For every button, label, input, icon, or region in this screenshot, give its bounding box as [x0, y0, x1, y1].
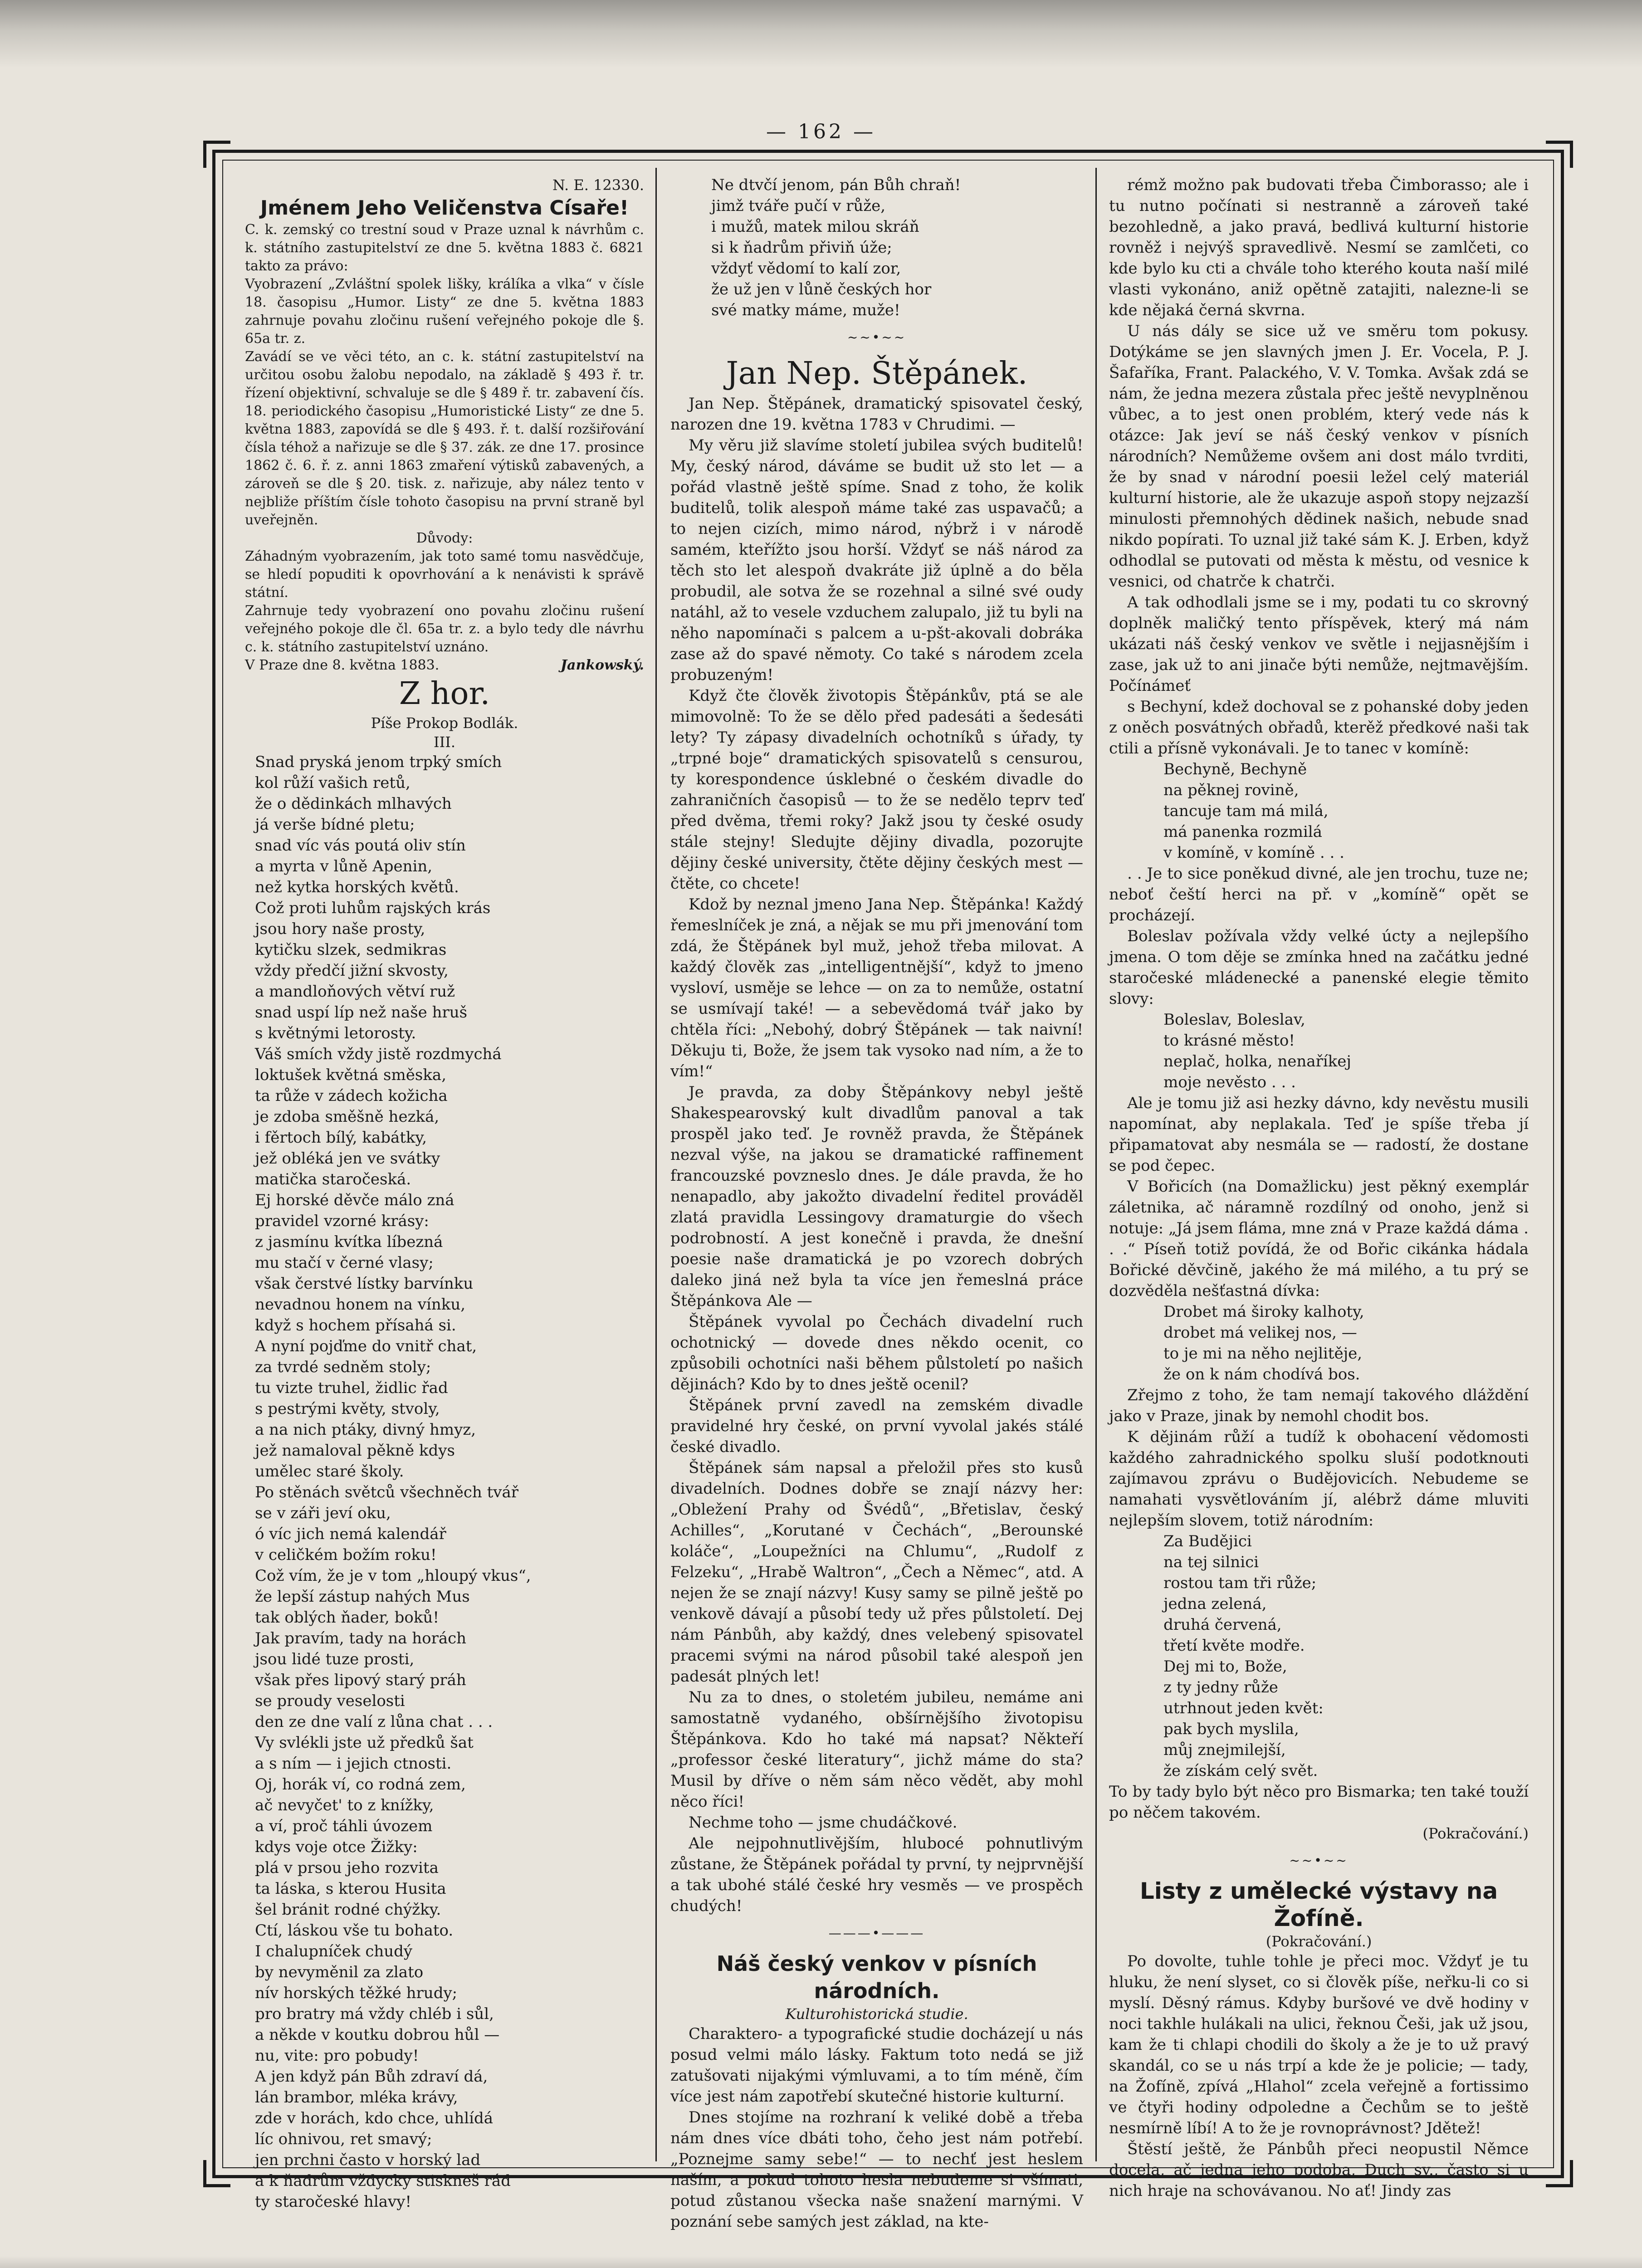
verse-line: zde v horách, kdo chce, uhlídá — [255, 2109, 494, 2127]
verse-line: Což vím, že je v tom „hloupý vkus“, — [255, 1567, 531, 1585]
section-subtitle: Kulturohistorická studie. — [785, 2005, 968, 2023]
decree-paragraph: Vyobrazení „Zvláštní spolek lišky, králíka a vlka“ v čísle 18. časopisu „Humor. Listy“ ze dne 5. května 1883 zahrnuje povahu zločinu rušení veřejného pokoje dle §. 65a tr. z. — [245, 276, 644, 347]
verse-line: Snad pryská jenom trpký smích — [255, 753, 502, 771]
verse-line: že on k nám chodívá bos. — [1163, 1365, 1360, 1383]
verse-line: Oj, horák ví, co rodná zem, — [255, 1775, 466, 1794]
verse-line: Boleslav, Boleslav, — [1163, 1011, 1305, 1029]
verse-line: a někde v koutku dobrou hůl — — [255, 2026, 500, 2044]
paragraph: Štěpánek vyvolal po Čechách divadelní ruch ochotnický — dovede dnes někdo ocenit, co způsobili ochotníci naši během půlstoletí po našich dějinách? Kdo by to dnes ještě ocenil? — [670, 1313, 1083, 1393]
verse-line: jen prchni často v horský lad — [255, 2151, 481, 2169]
verse-line: Ej horské děvče málo zná — [255, 1191, 454, 1209]
listy-continued: (Pokračování.) — [1266, 1933, 1372, 1950]
decree-signatory: Jankowský. — [560, 657, 644, 673]
verse-line: Po stěnách světců všechněch tvář — [255, 1483, 518, 1501]
verse-line: Bechyně, Bechyně — [1163, 760, 1307, 778]
scan-bottom-edge — [0, 2256, 1642, 2268]
paragraph: Charaktero- a typografické studie docházejí u nás posud velmi málo lásky. Faktum toto nedá se již zatušovati nijakými výmluvami, a to tím méně, čím více jest nám zapotřebí skutečné historie kulturní. — [670, 2025, 1083, 2106]
verse-line: Ne dtvčí jenom, pán Bůh chraň! — [711, 176, 961, 194]
paragraph: Kdož by neznal jmeno Jana Nep. Štěpánka! Každý řemeslníček je zná, a nějak se mu při jmenování tom zdá, že Štěpánek byl muž, jehož třeba milovat. A každý člověk zas „intelligentnější“, když to jmeno vysloví, usměje se lehce — on za to nemůže, ostatní se usmívají také! — a sebevědomá tvář jako by chtěla říci: „Nebohý, dobrý Štěpánek — tak naivní! Děkuju ti, Bože, že jsem tak vysoko nad ním, a že to vím!“ — [670, 895, 1083, 1080]
section-title: Náš český venkov v písních národních. — [716, 1951, 1037, 2003]
verse-line: Ctí, láskou vše tu bohato. — [255, 1921, 454, 1940]
paragraph: Boleslav požívala vždy velké úcty a nejlepšího jmena. O tom děje se zmínka hned na začátku jedné staročeské mládenecké a panenské elegie těmito slovy: — [1109, 927, 1529, 1008]
frame-corner-ornament — [1546, 141, 1573, 168]
frame-corner-ornament — [1546, 2160, 1573, 2187]
verse-line: ta láska, s kterou Husita — [255, 1880, 446, 1898]
verse-line: jsou hory naše prosty, — [255, 920, 425, 938]
verse-line: moje nevěsto . . . — [1163, 1073, 1296, 1091]
continued-note: (Pokračování.) — [1422, 1825, 1529, 1842]
verse-line: já verše bídné pletu; — [255, 816, 415, 834]
paragraph: K dějinám růží a tudíž k obohacení vědomosti každého zahradnického spolku sluší podotknouti zajímavou zprávu o Budějovicích. Nebudeme se namahati vysvětlováním jí, alébrž dáme mluviti nejlepším slovem, totiž národním: — [1109, 1428, 1529, 1530]
frame-corner-ornament — [203, 141, 230, 168]
verse-line: v celičkém božím roku! — [255, 1546, 437, 1564]
verse-line: Jak pravím, tady na horách — [255, 1629, 467, 1647]
poem-author: Píše Prokop Bodlák. — [371, 714, 518, 732]
decree-paragraph: Zahrnuje tedy vyobrazení ono povahu zločinu rušení veřejného pokoje dle čl. 65a tr. z. a bylo tedy dle návrhu c. k. státního zastupitelství uznáno. — [245, 603, 644, 655]
listy-title: Listy z umělecké výstavy na Žofíně. — [1139, 1878, 1498, 1931]
verse-line: nevadnou honem na vínku, — [255, 1295, 466, 1314]
verse-line: drobet má velikej nos, — — [1163, 1324, 1357, 1342]
paragraph: Štěpánek první zavedl na zemském divadle pravidelné hry české, on první vyvolal jakés stálé české divadlo. — [670, 1396, 1083, 1456]
paragraph: Nechme toho — jsme chudáčkové. — [689, 1813, 958, 1832]
verse-line: z ty jedny růže — [1163, 1678, 1278, 1696]
court-decree — [245, 175, 644, 675]
verse-line: I chalupníček chudý — [255, 1942, 413, 1960]
verse-line: neplač, holka, nenaříkej — [1163, 1052, 1351, 1070]
verse-line: A nyní pojďme do vnitř chat, — [255, 1337, 477, 1355]
decree-paragraph: Zavádí se ve věci této, an c. k. státní zastupitelství na určitou osobu žalobu nepodalo, na základě § 493 ř. tr. řízení objektivní, schvaluje se dle § 489 ř. tr. zabavení čís. 18. periodického časopisu „Humoristické Listy“ ze dne 5. května 1883, zapovídá se dle § 493. ř. t. další rozšiřování čísla téhož a nařizuje se dle § 37. zák. ze dne 17. prosince 1862 č. 6. ř. z. anni 1863 zmaření výtisků zabavených, a zároveň se dle § 20. tisk. z. nařizuje, aby nález tento v nejbliže příštím čísle tohoto časopisu na první straně byl uveřejněn. — [245, 349, 644, 528]
section-closing: To by tady bylo být něco pro Bismarka; ten také touží po něčem takovém. — [1109, 1783, 1529, 1822]
paragraph: rémž možno pak budovati třeba Čimborasso; ale i tu nutno počínati si nestranně a zároveň také bezohledně, a jako pravá, bedlivá kulturní historie rovněž i nejvýš spravedlivě. Nesmí se zamlčeti, co kde bylo ku cti a chvále toho kterého kouta naší milé vlasti vykonáno, aniž opětně zatajiti, nalezne-li se kde nějaká černá skvrna. — [1109, 176, 1529, 319]
verse-line: je zdoba směšně hezká, — [255, 1108, 440, 1126]
verse-line: Což proti luhům rajských krás — [255, 899, 491, 917]
verse-line: Váš smích vždy jistě rozdmychá — [255, 1045, 502, 1063]
verse-line: a ví, proč táhli úvozem — [255, 1817, 433, 1835]
paragraph: . . Je to sice poněkud divné, ale jen trochu, tuze ne; neboť čeští herci na př. v „komíně“ opět se procházejí. — [1109, 865, 1529, 924]
verse-line: to krásné město! — [1163, 1031, 1295, 1050]
verse-line: můj znejmilejší, — [1163, 1741, 1286, 1759]
verse-line: mu stačí v černé vlasy; — [255, 1254, 434, 1272]
verse-line: se proudy veselosti — [255, 1692, 405, 1710]
decree-title: Jménem Jeho Veličenstva Císaře! — [260, 196, 629, 220]
verse-line: ta růže v zádech kožicha — [255, 1087, 448, 1105]
verse-line: než kytka horských květů. — [255, 878, 459, 896]
verse-line: matička staročeská. — [255, 1170, 411, 1188]
verse-line: však čerstvé lístky barvínku — [255, 1275, 474, 1293]
verse-line: jedna zelená, — [1163, 1595, 1267, 1613]
verse-line: líc ohnivou, ret smavý; — [255, 2130, 432, 2148]
verse-line: v komíně, v komíně . . . — [1163, 844, 1344, 862]
column-3 — [1109, 175, 1529, 2200]
decree-paragraph: Záhadným vyobrazením, jak toto samé tomu nasvědčuje, se hledí popuditi k opovrhování a k nenávisti k správě státní. — [245, 548, 644, 601]
verse-line: i mužů, matek milou skráň — [711, 218, 919, 236]
section-continuation — [1109, 175, 1529, 759]
paragraph: Ale nejpohnutlivějším, hlubocé pohnutlivým zůstane, že Štěpánek pořádal ty první, ty nejprvnější a tak ubohé stálé české hry vesměs — ve prospěch chudých! — [670, 1834, 1083, 1915]
verse-line: že o dědinkách mlhavých — [255, 795, 452, 813]
verse-line: tancuje tam má milá, — [1163, 802, 1329, 820]
section-continuation — [1109, 863, 1529, 1009]
verse-line: že lepší zástup nahých Mus — [255, 1588, 470, 1606]
paragraph: Zřejmo z toho, že tam nemají takového dláždění jako v Praze, jinak by nemohl chodit bos. — [1109, 1386, 1529, 1425]
frame-corner-ornament — [203, 2160, 230, 2187]
verse-line: snad uspí líp než naše hruš — [255, 1003, 468, 1022]
verse-line: den ze dne valí z lůna chat . . . — [255, 1713, 493, 1731]
verse-line: loktušek květná směska, — [255, 1066, 446, 1084]
verse-line: ó víc jich nemá kalendář — [255, 1525, 446, 1543]
verse-line: si k ňadrům přiviň úže; — [711, 239, 892, 257]
decree-paragraph: C. k. zemský co trestní soud v Praze uznal k návrhům c. k. státního zastupitelství ze dne 5. května 1883 č. 6821 takto za právo: — [245, 222, 644, 274]
verse-line: a k ňadrům vždycky stiskneš rád — [255, 2172, 511, 2190]
paragraph: Ale je tomu již asi hezky dávno, kdy nevěstu musili napomínat, aby neplakala. Teď je spíše třeba jí připamatovat aby nesmála se — radostí, že dostane se pod čepec. — [1109, 1094, 1529, 1175]
paragraph: Když čte člověk životopis Štěpánkův, ptá se ale mimovolně: To že se dělo před padesáti a šedesáti lety? Ty zápasy divadelních ochotníků s úřady, ty „trpné boje“ dramatických spisovatelů s censurou, ty korespondence úsklebné o českém divadle do zahraničních časopisů — to že se nedělo teprv teď před dvěma, třemi roky? Jakž jsou ty české osudy stále stejny! Sledujte dějiny divadla, pozorujte dějiny české university, čtěte dějiny českých mest — čtěte, co chcete! — [670, 687, 1083, 893]
section-body — [670, 2024, 1083, 2232]
verse-line: a myrta v lůně Apenin, — [255, 857, 433, 875]
section-continuation — [1109, 1385, 1529, 1531]
decree-reasons-heading: Důvody: — [416, 530, 473, 546]
verse-line: že získám celý svět. — [1163, 1762, 1318, 1780]
decree-date: V Praze dne 8. května 1883. — [245, 657, 440, 673]
ornament-divider: ~~•~~ — [847, 330, 907, 345]
verse-line: kdys voje otce Žižky: — [255, 1838, 418, 1856]
verse-line: za tvrdé sedněm stoly; — [255, 1358, 431, 1376]
verse-line: to je mi na něho nejlitěje, — [1163, 1344, 1363, 1363]
verse-line: se v záři jeví oku, — [255, 1504, 391, 1522]
verse-line: i fěrtoch bílý, kabátky, — [255, 1129, 427, 1147]
decree-reference: N. E. 12330. — [552, 176, 644, 194]
paragraph: My věru již slavíme století jubilea svých buditelů! My, český národ, dáváme se budit už sto let — a pořád vlastně ještě spíme. Snad z toho, že kolik buditelů, tolik alespoň máme také zas uspavačů; a to nejen cizích, mimo národ, nýbrž i v národě samém, kteřížto jsou horší. Vždyť se náš národ za těch sto let alespoň dvakráte již úplně a do běla probudil, ale sotva že se rozehnal a silné své oudy natáhl, až to vesele vzduchem zalupalo, již tu byli na něho napomínači s palcem a u-pšt-akovali dobráka zase až do spavé němoty. Co také s národem zcela probuzeným! — [670, 436, 1083, 684]
verse-line: rostou tam tři růže; — [1163, 1574, 1317, 1592]
verse-line: a mandloňových větví ruž — [255, 982, 455, 1001]
verse-line: jimž tváře pučí v růže, — [711, 197, 886, 215]
decree-signature — [245, 656, 644, 675]
verse-line: s květnými letorosty. — [255, 1024, 416, 1042]
verse-line: a na nich ptáky, divný hmyz, — [255, 1421, 476, 1439]
verse-line: kytičku slzek, sedmikras — [255, 941, 447, 959]
verse-line: Za Budějici — [1163, 1532, 1252, 1550]
folk-verse — [1109, 1301, 1529, 1385]
verse-line: když s hochem přísahá si. — [255, 1316, 456, 1334]
verse-line: pak bych myslila, — [1163, 1720, 1299, 1738]
paragraph: Štěstí ještě, že Pánbůh přeci neopustil Němce docela, ač jedna jeho podoba, Duch sv., často si u nich hraje na schovávanou. No ať! Jindy zas — [1109, 2140, 1529, 2200]
verse-line: že už jen v lůně českých hor — [711, 280, 932, 298]
ornament-divider: ———•——— — [828, 1926, 925, 1941]
verse-line: ač nevyčet' to z knížky, — [255, 1796, 434, 1814]
verse-line: snad víc vás poutá oliv stín — [255, 836, 466, 855]
folk-verse — [1109, 759, 1529, 863]
folk-verse — [1109, 1009, 1529, 1093]
verse-line: jež obléká jen ve svátky — [255, 1149, 440, 1168]
column-1 — [245, 175, 644, 2211]
section-continuation — [1109, 1093, 1529, 1301]
paragraph: Nu za to dnes, o stoletém jubileu, nemáme ani samostatně vydaného, obšírnějšího životopisu Štěpánkova. Kdo ho také má napsat? Někteří „professor české literatury“, jichž máme do sta? Musil by dříve o něm sám něco vědět, aby mohl něco říci! — [670, 1688, 1083, 1811]
verse-line: jež namaloval pěkně kdys — [255, 1442, 455, 1460]
paragraph: Jan Nep. Štěpánek, dramatický spisovatel český, narozen dne 19. května 1783 v Chrudimi. — — [670, 395, 1083, 434]
verse-line: pro bratry má vždy chléb i sůl, — [255, 2005, 494, 2023]
verse-line: Vy svlékli jste už předků šat — [255, 1734, 474, 1752]
verse-line: tu vizte truhel, židlic řad — [255, 1379, 448, 1397]
paragraph: A tak odhodlali jsme se i my, podati tu co skrovný doplněk maličký tento příspěvek, který má nám ukázati náš český venkov ve světle i nejjasnějším i zase, jak už to ani jinače býti nemůže, nejtmavějším. Počínámeť — [1109, 593, 1529, 695]
verse-line: vždy předčí jižní skvosty, — [255, 962, 449, 980]
verse-line: na tej silnici — [1163, 1553, 1259, 1571]
folk-verse — [1109, 1531, 1529, 1781]
verse-line: Drobet má široky kalhoty, — [1163, 1303, 1364, 1321]
paragraph: U nás dály se sice už ve směru tom pokusy. Dotýkáme se jen slavných jmen J. Er. Vocela, P. J. Šafaříka, Frant. Palackého, V. V. Tomka. Avšak zdá se nám, že jedna mezera zůstala přec ještě nevyplněnou vůbec, a to jest onen problém, který vede nás k otázce: Jak jeví se náš český venkov v písních národních? Nemůžeme ovšem ani dost málo tvrditi, že by snad v národní poesii ležel celý materiál kulturní historie, ale že ukazuje aspoň stopy nejzazší minulosti přemnohých dědinek našich, nebude snad nikdo popírati. To uznal již také sám K. J. Erben, když odhodlal se putovati od města k městu, od vesnice k vesnici, od chatrče k chatrči. — [1109, 322, 1529, 591]
verse-line: tak oblých ňader, boků! — [255, 1608, 439, 1627]
verse-line: však přes lipový starý práh — [255, 1671, 466, 1689]
verse-line: vždyť vědomí to kalí zor, — [711, 259, 901, 278]
verse-line: druhá červená, — [1163, 1616, 1282, 1634]
verse-line: lán brambor, mléka krávy, — [255, 2088, 458, 2107]
scan-top-edge — [0, 0, 1642, 68]
column-rule — [1095, 168, 1097, 2161]
poem-lines — [245, 752, 644, 2212]
verse-line: s pestrými květy, stvoly, — [255, 1400, 440, 1418]
paragraph: s Bechyní, kdež dochoval se z pohanské doby jeden z oněch posvátných obřadů, kterěž předkové naši tak ctili a přísně vykonávali. Je to tanec v komíně: — [1109, 698, 1529, 758]
poem-title: Z hor. — [399, 676, 490, 712]
verse-line: ty staročeské hlavy! — [255, 2193, 412, 2211]
paragraph: V Bořicích (na Domažlicku) jest pěkný exemplár záletnika, ač náramně rozdílný od onoho, jenž si notuje: „Já jsem fláma, mne zná v Praze každá dáma . . .“ Píseň totiž povídá, že od Bořic cikánka hádala Bořické děvčině, jakého že má milého, a tu prý se dozvěděla nešťastná dívka: — [1109, 1178, 1529, 1300]
verse-line: své matky máme, muže! — [711, 301, 900, 319]
article-title: Jan Nep. Štěpánek. — [726, 356, 1028, 391]
verse-line: z jasmínu kvítka líbezná — [255, 1233, 443, 1251]
column-2 — [670, 175, 1083, 2231]
page-number: — 162 — — [766, 120, 876, 143]
decree-body — [245, 221, 644, 675]
verse-line: jsou lidé tuze prosti, — [255, 1650, 415, 1668]
verse-line: na pěknej rovině, — [1163, 781, 1299, 799]
paragraph: Po dovolte, tuhle tohle je přeci moc. Vždyť je tu hluku, že není slyset, co si člověk píše, neřku-li co si myslí. Děsný rámus. Kdyby buršové ve dvě hodiny v noci takhle hulákali na ulici, řeknou Češi, jak už jsou, kam že ti chlapi chodili do školy a že je to už pravý skandál, co se u nás trpí a kde že je policie; — tady, na Žofíně, zpívá „Hlahol“ zcela veřejně a fortissimo ve čtyři hodiny odpoledne a Čechům se to ještě nesmírně líbí! A to že je rovnoprávnost? Jdětež! — [1109, 1952, 1529, 2137]
paragraph: Štěpánek sám napsal a přeložil přes sto kusů divadelních. Dodnes dobře se znají názvy her: „Obležení Prahy od Švédů“, „Břetislav, český Achilles“, „Korutané v Čechách“, „Berounské koláče“, „Loupežníci na Chlumu“, „Rudolf z Felzeku“, „Hrabě Waltron“, „Čech a Němec“, atd. A nejen že se znají názvy! Kusy samy se pilně ještě po venkově dávají a působí tedy už přes půlstoletí. Dej nám Pánbůh, aby každý, dnes velebený spisovatel pracemi svými na národ působil také alespoň jen padesát plných let! — [670, 1459, 1083, 1686]
paragraph: Dnes stojíme na rozhraní k veliké době a třeba nám dnes více dbáti toho, čeho jest nám potřebí. „Poznejme samy sebe!“ — to nechť jest heslem naším, a pokud tohoto hesla nebudeme si všímati, potud zůstanou všecka naše snažení marnými. V poznání sebe samých jest základ, na kte- — [670, 2108, 1083, 2231]
verse-line: A jen když pán Bůh zdraví dá, — [255, 2068, 488, 2086]
verse-line: pravidel vzorné krásy: — [255, 1212, 429, 1230]
verse-line: Dej mi to, Bože, — [1163, 1657, 1287, 1676]
verse-line: šel bránit rodné chýžky. — [255, 1901, 441, 1919]
verse-line: umělec staré školy. — [255, 1462, 404, 1481]
verse-line: třetí květe modře. — [1163, 1637, 1305, 1655]
verse-line: má panenka rozmilá — [1163, 823, 1322, 841]
poem-ending — [670, 175, 1083, 321]
paragraph: Je pravda, za doby Štěpánkovy nebyl ještě Shakespearovský kult divadlům panoval a tak prospěl jako teď. Je rovněž pravda, že Štěpánek nezval výše, na jakou se dramatické raffinement francouzské povzneslo dnes. Je dále pravda, že ho nenapadlo, aby jakožto divadelní ředitel prováděl zlatá pravidla Lessingovy dramaturgie do všech podrobností. A jest konečně i pravda, že dnešní poesie naše dramatická je po vzorech dobrých daleko jiná než byla ta více jen řemeslná práce Štěpánkova Ale — — [670, 1083, 1083, 1310]
poem-part: III. — [433, 733, 456, 751]
verse-line: a s ním — i jejich ctnosti. — [255, 1755, 452, 1773]
verse-line: utrhnout jeden květ: — [1163, 1699, 1324, 1717]
verse-line: nu, vite: pro pobudy! — [255, 2047, 419, 2065]
verse-line: nív horských těžké hrudy; — [255, 1984, 458, 2002]
verse-line: plá v prsou jeho rozvita — [255, 1859, 439, 1877]
verse-line: by nevyměnil za zlato — [255, 1963, 424, 1981]
column-rule — [655, 168, 657, 2161]
listy-body — [1109, 1951, 1529, 2201]
ornament-divider: ~~•~~ — [1289, 1853, 1349, 1868]
verse-line: kol růží vašich retů, — [255, 774, 410, 792]
article-body — [670, 393, 1083, 1916]
